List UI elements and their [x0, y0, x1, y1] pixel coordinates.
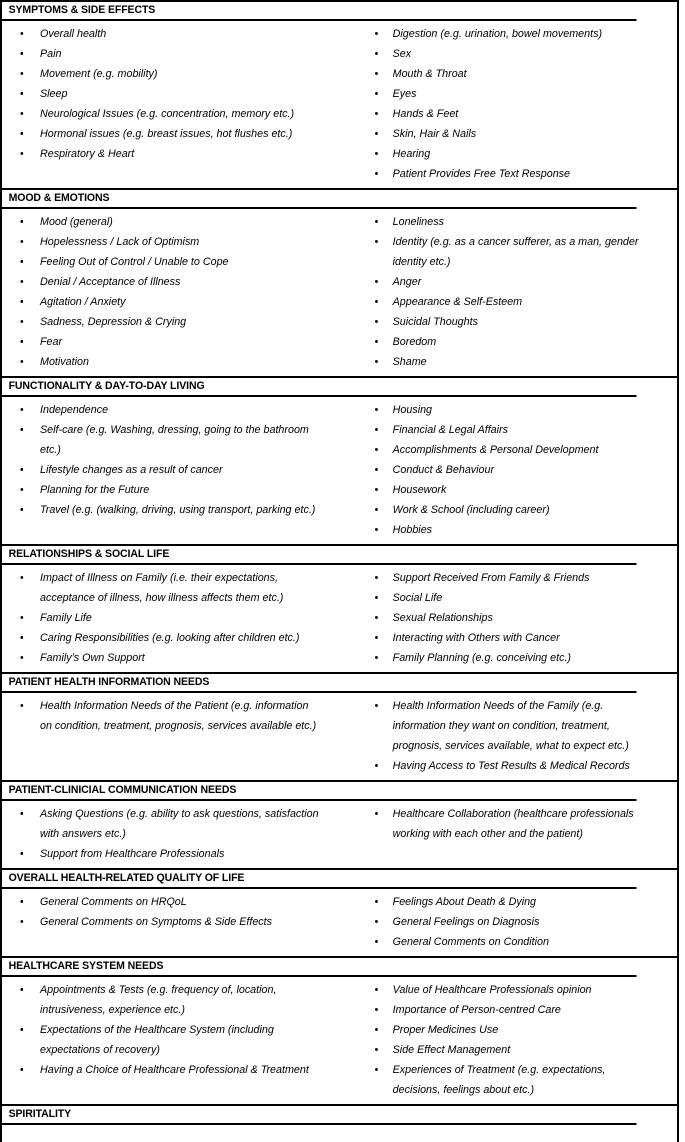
section-body: [2, 801, 677, 870]
domain-list: [2, 212, 348, 372]
domain-list: [2, 980, 348, 1080]
list-item: • Eyes: [348, 84, 661, 104]
section-column-left: [2, 804, 348, 864]
section-body: [2, 397, 677, 546]
list-item: • Support Received From Family & Friends: [348, 568, 661, 588]
list-item: • Motivation: [2, 352, 331, 372]
list-item: • Respiratory & Heart: [2, 144, 331, 164]
domain-list: [2, 804, 348, 864]
list-item: • Hormonal issues (e.g. breast issues, hot flushes etc.): [2, 124, 331, 144]
list-item: • Agitation / Anxiety: [2, 292, 331, 312]
section-header: PATIENT HEALTH INFORMATION NEEDS: [2, 674, 637, 693]
domain-list: [348, 568, 677, 668]
list-item: • Mouth & Throat: [348, 64, 661, 84]
list-item: • General Comments on Symptoms & Side Effects: [2, 912, 331, 932]
section-column-right: [348, 568, 677, 668]
section-header: SYMPTOMS & SIDE EFFECTS: [2, 2, 637, 21]
section-body: [2, 21, 677, 190]
section-body: [2, 977, 677, 1106]
list-item: • Hobbies: [348, 520, 661, 540]
framework-section: [2, 378, 677, 546]
framework-section: [2, 2, 677, 190]
section-column-right: [348, 980, 677, 1100]
domain-list: [2, 568, 348, 668]
list-item: • Family Planning (e.g. conceiving etc.): [348, 648, 661, 668]
framework-section: [2, 674, 677, 782]
section-column-left: [2, 696, 348, 736]
list-item: • Caring Responsibilities (e.g. looking after children etc.): [2, 628, 331, 648]
list-item: • General Comments on HRQoL: [2, 892, 331, 912]
list-item: • Overall health: [2, 24, 331, 44]
section-column-right: [348, 212, 677, 372]
list-item: • Identity (e.g. as a cancer sufferer, as a man, gender identity etc.): [348, 232, 661, 272]
list-item: • Interacting with Others with Cancer: [348, 628, 661, 648]
framework-section: [2, 958, 677, 1106]
list-item: • Value of Healthcare Professionals opinion: [348, 980, 661, 1000]
list-item: • Impact of Illness on Family (i.e. their expectations, acceptance of illness, how illness affects them etc.): [2, 568, 331, 608]
list-item: • Feelings About Death & Dying: [348, 892, 661, 912]
domain-list: [348, 696, 677, 776]
list-item: • Suicidal Thoughts: [348, 312, 661, 332]
framework-section: [2, 1106, 677, 1142]
list-item: • Expectations of the Healthcare System (including expectations of recovery): [2, 1020, 331, 1060]
framework-section: [2, 546, 677, 674]
list-item: • Health Information Needs of the Patient (e.g. information on condition, treatment, prognosis, services available etc.): [2, 696, 331, 736]
section-column-left: [2, 892, 348, 932]
section-column-right: [348, 892, 677, 952]
list-item: • Hands & Feet: [348, 104, 661, 124]
list-item: • General Comments on Condition: [348, 932, 661, 952]
list-item: • Family Life: [2, 608, 331, 628]
section-column-left: [2, 980, 348, 1080]
section-header: RELATIONSHIPS & SOCIAL LIFE: [2, 546, 637, 565]
list-item: • Conduct & Behaviour: [348, 460, 661, 480]
section-body: [2, 209, 677, 378]
list-item: • Appearance & Self-Esteem: [348, 292, 661, 312]
section-header: OVERALL HEALTH-RELATED QUALITY OF LIFE: [2, 870, 637, 889]
section-header: FUNCTIONALITY & DAY-TO-DAY LIVING: [2, 378, 637, 397]
section-body: [2, 693, 677, 782]
list-item: • Support from Healthcare Professionals: [2, 844, 331, 864]
list-item: • Work & School (including career): [348, 500, 661, 520]
list-item: • Having a Choice of Healthcare Professional & Treatment: [2, 1060, 331, 1080]
list-item: • Lifestyle changes as a result of cancer: [2, 460, 331, 480]
list-item: • Appointments & Tests (e.g. frequency of, location, intrusiveness, experience etc.): [2, 980, 331, 1020]
list-item: • Loneliness: [348, 212, 661, 232]
section-column-right: [348, 24, 677, 184]
list-item: • Digestion (e.g. urination, bowel movements): [348, 24, 661, 44]
list-item: • Movement (e.g. mobility): [2, 64, 331, 84]
section-body: [2, 565, 677, 674]
list-item: • Pain: [2, 44, 331, 64]
domain-list: [2, 696, 348, 736]
section-body: [2, 1125, 677, 1142]
domain-list: [348, 24, 677, 184]
list-item: • Anger: [348, 272, 661, 292]
section-header: MOOD & EMOTIONS: [2, 190, 637, 209]
list-item: • Skin, Hair & Nails: [348, 124, 661, 144]
framework-section: [2, 870, 677, 958]
list-item: • Feeling Out of Control / Unable to Cope: [2, 252, 331, 272]
list-item: • Asking Questions (e.g. ability to ask questions, satisfaction with answers etc.): [2, 804, 331, 844]
domain-list: [348, 212, 677, 372]
domain-list: [2, 24, 348, 164]
list-item: • Hopelessness / Lack of Optimism: [2, 232, 331, 252]
list-item: • Healthcare Collaboration (healthcare professionals working with each other and the patient): [348, 804, 661, 844]
list-item: • Patient Provides Free Text Response: [348, 164, 661, 184]
section-body: [2, 889, 677, 958]
list-item: • Family’s Own Support: [2, 648, 331, 668]
list-item: • Importance of Person-centred Care: [348, 1000, 661, 1020]
section-column-left: [2, 568, 348, 668]
section-column-right: [348, 804, 677, 844]
domain-list: [348, 980, 677, 1100]
section-column-left: [2, 400, 348, 520]
section-header: SPIRITALITY: [2, 1106, 637, 1125]
framework-section: [2, 190, 677, 378]
section-column-right: [348, 400, 677, 540]
list-item: • Sex: [348, 44, 661, 64]
list-item: • General Feelings on Diagnosis: [348, 912, 661, 932]
list-item: • Fear: [2, 332, 331, 352]
list-item: • Denial / Acceptance of Illness: [2, 272, 331, 292]
list-item: • Hearing: [348, 144, 661, 164]
list-item: • Accomplishments & Personal Development: [348, 440, 661, 460]
list-item: • Sadness, Depression & Crying: [2, 312, 331, 332]
section-column-left: [2, 24, 348, 164]
list-item: • Planning for the Future: [2, 480, 331, 500]
domain-list: [2, 400, 348, 520]
list-item: • Mood (general): [2, 212, 331, 232]
section-header: HEALTHCARE SYSTEM NEEDS: [2, 958, 637, 977]
list-item: • Housing: [348, 400, 661, 420]
list-item: • Sleep: [2, 84, 331, 104]
list-item: • Sexual Relationships: [348, 608, 661, 628]
list-item: • Having Access to Test Results & Medical Records: [348, 756, 661, 776]
list-item: • Independence: [2, 400, 331, 420]
list-item: • Proper Medicines Use: [348, 1020, 661, 1040]
list-item: • Financial & Legal Affairs: [348, 420, 661, 440]
list-item: • Boredom: [348, 332, 661, 352]
list-item: • Shame: [348, 352, 661, 372]
section-column-left: [2, 212, 348, 372]
list-item: • Travel (e.g. (walking, driving, using transport, parking etc.): [2, 500, 331, 520]
section-header: PATIENT-CLINICIAL COMMUNICATION NEEDS: [2, 782, 637, 801]
list-item: • Neurological Issues (e.g. concentration, memory etc.): [2, 104, 331, 124]
list-item: • Housework: [348, 480, 661, 500]
framework-section: [2, 782, 677, 870]
domain-list: [2, 892, 348, 932]
list-item: • Social Life: [348, 588, 661, 608]
domain-list: [348, 892, 677, 952]
list-item: • Experiences of Treatment (e.g. expectations, decisions, feelings about etc.): [348, 1060, 661, 1100]
list-item: • Health Information Needs of the Family (e.g. information they want on condition, treatment, prognosis, services available, what to expect etc.): [348, 696, 661, 756]
list-item: • Side Effect Management: [348, 1040, 661, 1060]
section-column-right: [348, 696, 677, 776]
list-item: • Self-care (e.g. Washing, dressing, going to the bathroom etc.): [2, 420, 331, 460]
domain-list: [348, 804, 677, 844]
domain-list: [348, 400, 677, 540]
